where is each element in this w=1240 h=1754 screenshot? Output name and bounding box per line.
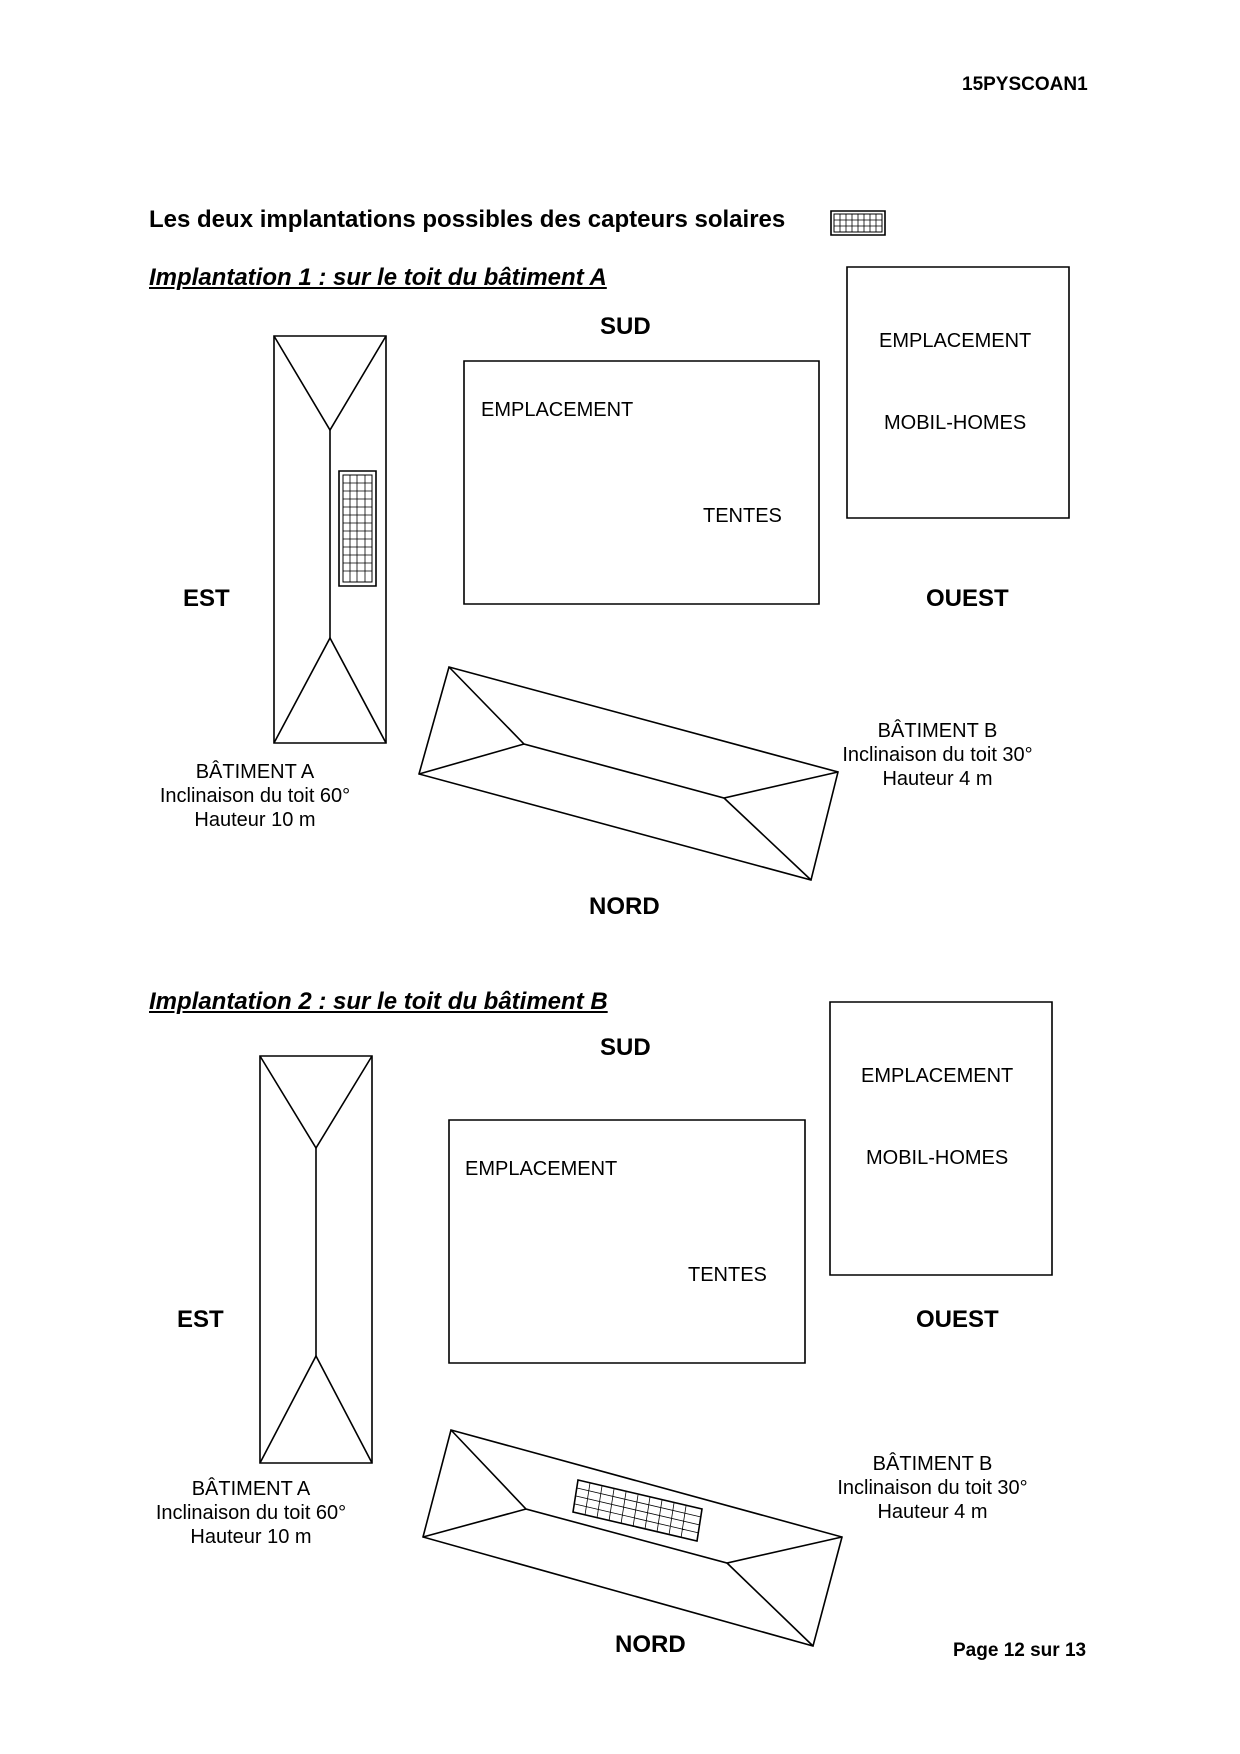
compass-ouest-2: OUEST [916, 1306, 999, 1333]
tents-label-bottom-1: TENTES [703, 505, 782, 527]
mobil-homes-area-2 [830, 1002, 1052, 1275]
compass-nord-2: NORD [615, 1631, 686, 1658]
compass-nord-1: NORD [589, 893, 660, 920]
solar-panel-grid-2 [573, 1480, 702, 1541]
page-title: Les deux implantations possibles des capteurs solaires [149, 206, 786, 233]
building-a-height: Hauteur 10 m [194, 809, 316, 831]
compass-est-2: EST [177, 1306, 224, 1333]
mobil-label-bottom-2: MOBIL-HOMES [866, 1147, 1009, 1169]
tents-label-top-2: EMPLACEMENT [465, 1158, 618, 1180]
mobil-label-top-2: EMPLACEMENT [861, 1065, 1014, 1087]
tents-area-2 [449, 1120, 805, 1363]
building-a-name: BÂTIMENT A [195, 761, 315, 783]
building-b-height: Hauteur 4 m [882, 768, 993, 790]
building-b-name: BÂTIMENT B [877, 720, 998, 742]
document-code: 15PYSCOAN1 [962, 74, 1088, 95]
compass-ouest-1: OUEST [926, 585, 1009, 612]
page-number: Page 12 sur 13 [953, 1640, 1087, 1661]
building-a-name: BÂTIMENT A [191, 1478, 311, 1500]
building-a-roof-tilt: Inclinaison du toit 60° [155, 1502, 347, 1524]
mobil-label-bottom-1: MOBIL-HOMES [884, 412, 1027, 434]
compass-sud-2: SUD [600, 1034, 651, 1061]
building-b-name: BÂTIMENT B [872, 1453, 993, 1475]
compass-sud-1: SUD [600, 313, 651, 340]
tents-label-top-1: EMPLACEMENT [481, 399, 634, 421]
implantation-1-heading: Implantation 1 : sur le toit du bâtiment A [149, 264, 607, 291]
building-a-roof-tilt: Inclinaison du toit 60° [159, 785, 351, 807]
mobil-label-top-1: EMPLACEMENT [879, 330, 1032, 352]
building-b-height: Hauteur 4 m [877, 1501, 988, 1523]
compass-est-1: EST [183, 585, 230, 612]
implantation-2-heading: Implantation 2 : sur le toit du bâtiment B [149, 988, 608, 1015]
tents-label-bottom-2: TENTES [688, 1264, 767, 1286]
building-b-outline-2 [423, 1430, 842, 1646]
building-a-height: Hauteur 10 m [190, 1526, 312, 1548]
building-b-roof-tilt: Inclinaison du toit 30° [842, 744, 1033, 766]
building-b-caption-2 [825, 1452, 1040, 1524]
building-a-outline-2 [260, 1056, 372, 1463]
building-b-roof-tilt: Inclinaison du toit 30° [837, 1477, 1028, 1499]
building-a-caption-2 [146, 1477, 356, 1549]
